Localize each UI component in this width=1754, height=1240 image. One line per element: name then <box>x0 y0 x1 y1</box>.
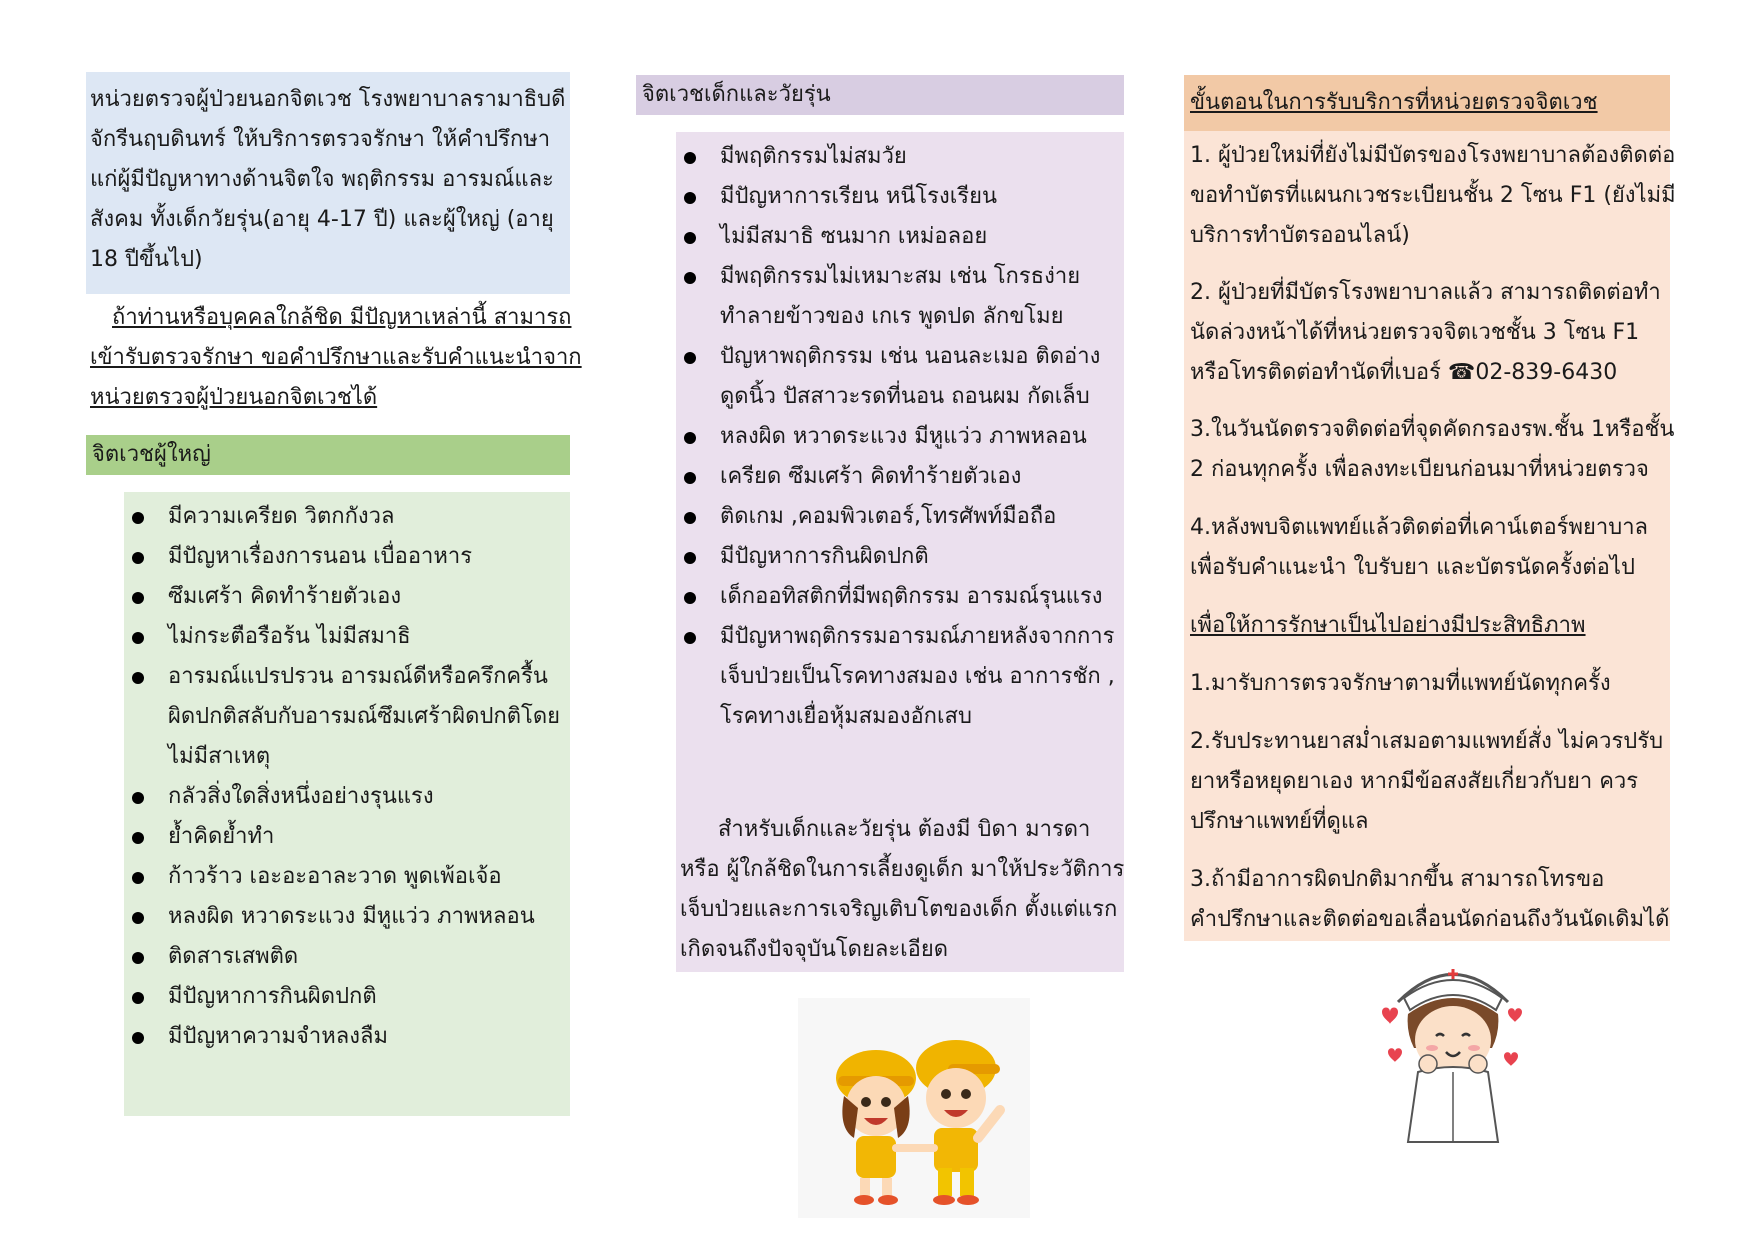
list-item: มีปัญหาการเรียน หนีโรงเรียน <box>680 177 1115 217</box>
bullet-icon <box>684 152 696 164</box>
intro-line: แก่ผู้มีปัญหาทางด้านจิตใจ พฤติกรรม อารมณ์และ <box>90 167 554 192</box>
notice-line: ถ้าท่านหรือบุคคลใกล้ชิด มีปัญหาเหล่านี้ สามารถ <box>112 305 572 330</box>
intro-line: จักรีนฤบดินทร์ ให้บริการตรวจรักษา ให้คำปรึกษา <box>90 127 551 152</box>
tips-heading: เพื่อให้การรักษาเป็นไปอย่างมีประสิทธิภาพ <box>1190 613 1586 638</box>
list-item: หลงผิด หวาดระแวง มีหูแว่ว ภาพหลอน <box>128 897 560 937</box>
list-item: มีปัญหาการกินผิดปกติ <box>128 977 560 1017</box>
tip-3: 3.ถ้ามีอาการผิดปกติมากขึ้น สามารถโทรขอ คำปรึกษาและติดต่อขอเลื่อนนัดก่อนถึงวันนัดเดิมได้ <box>1190 867 1670 932</box>
bullet-icon <box>684 232 696 244</box>
bullet-icon <box>132 592 144 604</box>
bullet-icon <box>684 552 696 564</box>
child-symptom-list <box>680 137 1115 737</box>
bullet-icon <box>132 792 144 804</box>
list-item: เด็กออทิสติกที่มีพฤติกรรม อารมณ์รุนแรง <box>680 577 1115 617</box>
list-item: มีปัญหาเรื่องการนอน เบื่ออาหาร <box>128 537 560 577</box>
bullet-icon <box>684 432 696 444</box>
list-item: ติดเกม ,คอมพิวเตอร์,โทรศัพท์มือถือ <box>680 497 1115 537</box>
list-item: ไม่มีสมาธิ ซนมาก เหม่อลอย <box>680 217 1115 257</box>
intro-line: หน่วยตรวจผู้ป่วยนอกจิตเวช โรงพยาบาลรามาธิบดี <box>90 87 566 112</box>
note-line: หรือ ผู้ใกล้ชิดในการเลี้ยงดูเด็ก มาให้ประวัติการ <box>680 857 1125 882</box>
list-item: มีปัญหาความจำหลงลืม <box>128 1017 560 1057</box>
list-item: มีความเครียด วิตกกังวล <box>128 497 560 537</box>
step-2: 2. ผู้ป่วยที่มีบัตรโรงพยาบาลแล้ว สามารถติดต่อทำ นัดล่วงหน้าได้ที่หน่วยตรวจจิตเวชชั้น 3 โซน F1 หรือโทรติดต่อทำนัดที่เบอร์ ☎02-839-6430 <box>1190 273 1661 393</box>
bullet-icon <box>132 992 144 1004</box>
step-3: 3.ในวันนัดตรวจติดต่อที่จุดคัดกรองรพ.ชั้น 1หรือชั้น 2 ก่อนทุกครั้ง เพื่อลงทะเบียนก่อนมาที่หน่วยตรวจ <box>1190 417 1675 482</box>
bullet-icon <box>132 632 144 644</box>
adult-symptom-list <box>128 497 560 1057</box>
bullet-icon <box>132 872 144 884</box>
intro-line: สังคม ทั้งเด็กวัยรุ่น(อายุ 4-17 ปี) และผู้ใหญ่ (อายุ <box>90 207 554 232</box>
child-heading: จิตเวชเด็กและวัยรุ่น <box>636 75 1124 115</box>
bullet-icon <box>684 352 696 364</box>
children-illustration <box>798 998 1030 1218</box>
bullet-icon <box>132 672 144 684</box>
list-item: มีพฤติกรรมไม่สมวัย <box>680 137 1115 177</box>
note-line: สำหรับเด็กและวัยรุ่น ต้องมี บิดา มารดา <box>718 817 1091 842</box>
notice-line: เข้ารับตรวจรักษา ขอคำปรึกษาและรับคำแนะนำจาก <box>90 345 582 370</box>
list-item: อารมณ์แปรปรวน อารมณ์ดีหรือครึกครื้น ผิดปกติสลับกับอารมณ์ซึมเศร้าผิดปกติโดย ไม่มีสาเหตุ <box>128 657 560 777</box>
bullet-icon <box>132 512 144 524</box>
bullet-icon <box>684 632 696 644</box>
notice-text <box>90 298 582 418</box>
steps-heading: ขั้นตอนในการรับบริการที่หน่วยตรวจจิตเวช <box>1184 75 1670 131</box>
nurse-cartoon-icon <box>1368 952 1538 1152</box>
bullet-icon <box>684 272 696 284</box>
bullet-icon <box>684 472 696 484</box>
notice-line: หน่วยตรวจผู้ป่วยนอกจิตเวชได้ <box>90 385 378 410</box>
list-item: กลัวสิ่งใดสิ่งหนึ่งอย่างรุนแรง <box>128 777 560 817</box>
list-item: ติดสารเสพติด <box>128 937 560 977</box>
bullet-icon <box>132 912 144 924</box>
intro-line: 18 ปีขึ้นไป) <box>90 247 203 272</box>
intro-text <box>90 80 565 280</box>
list-item: เครียด ซึมเศร้า คิดทำร้ายตัวเอง <box>680 457 1115 497</box>
list-item: ก้าวร้าว เอะอะอาละวาด พูดเพ้อเจ้อ <box>128 857 560 897</box>
tip-1: 1.มารับการตรวจรักษาตามที่แพทย์นัดทุกครั้ง <box>1190 671 1611 696</box>
list-item: ปัญหาพฤติกรรม เช่น นอนละเมอ ติดอ่าง ดูดนิ้ว ปัสสาวะรดที่นอน ถอนผม กัดเล็บ <box>680 337 1115 417</box>
list-item: มีพฤติกรรมไม่เหมาะสม เช่น โกรธง่าย ทำลายข้าวของ เกเร พูดปด ลักขโมย <box>680 257 1115 337</box>
step-4: 4.หลังพบจิตแพทย์แล้วติดต่อที่เคาน์เตอร์พยาบาล เพื่อรับคำแนะนำ ใบรับยา และบัตรนัดครั้งต่อไป <box>1190 515 1649 580</box>
tip-2: 2.รับประทานยาสม่ำเสมอตามแพทย์สั่ง ไม่ควรปรับ ยาหรือหยุดยาเอง หากมีข้อสงสัยเกี่ยวกับยา ควร ปรึกษาแพทย์ที่ดูแล <box>1190 729 1664 834</box>
note-line: เจ็บป่วยและการเจริญเติบโตของเด็ก ตั้งแต่แรก <box>680 897 1118 922</box>
list-item: มีปัญหาการกินผิดปกติ <box>680 537 1115 577</box>
list-item: ซึมเศร้า คิดทำร้ายตัวเอง <box>128 577 560 617</box>
bullet-icon <box>132 1032 144 1044</box>
children-cartoon-icon <box>798 998 1030 1218</box>
list-item: ไม่กระตือรือร้น ไม่มีสมาธิ <box>128 617 560 657</box>
phone-line: หรือโทรติดต่อทำนัดที่เบอร์ ☎02-839-6430 <box>1190 360 1618 385</box>
bullet-icon <box>684 592 696 604</box>
bullet-icon <box>684 192 696 204</box>
note-line: เกิดจนถึงปัจจุบันโดยละเอียด <box>680 937 949 962</box>
child-note <box>680 810 1124 970</box>
bullet-icon <box>684 512 696 524</box>
bullet-icon <box>132 552 144 564</box>
adult-heading: จิตเวชผู้ใหญ่ <box>86 435 570 475</box>
bullet-icon <box>132 952 144 964</box>
step-1: 1. ผู้ป่วยใหม่ที่ยังไม่มีบัตรของโรงพยาบาลต้องติดต่อ ขอทำบัตรที่แผนกเวชระเบียนชั้น 2 โซน F1 (ยังไม่มี บริการทำบัตรออนไลน์) <box>1190 143 1676 248</box>
list-item: ย้ำคิดย้ำทำ <box>128 817 560 857</box>
nurse-illustration <box>1368 952 1538 1152</box>
list-item: หลงผิด หวาดระแวง มีหูแว่ว ภาพหลอน <box>680 417 1115 457</box>
bullet-icon <box>132 832 144 844</box>
list-item: มีปัญหาพฤติกรรมอารมณ์ภายหลังจากการ เจ็บป่วยเป็นโรคทางสมอง เช่น อาการชัก , โรคทางเยื่อหุ้มสมองอักเสบ <box>680 617 1115 737</box>
